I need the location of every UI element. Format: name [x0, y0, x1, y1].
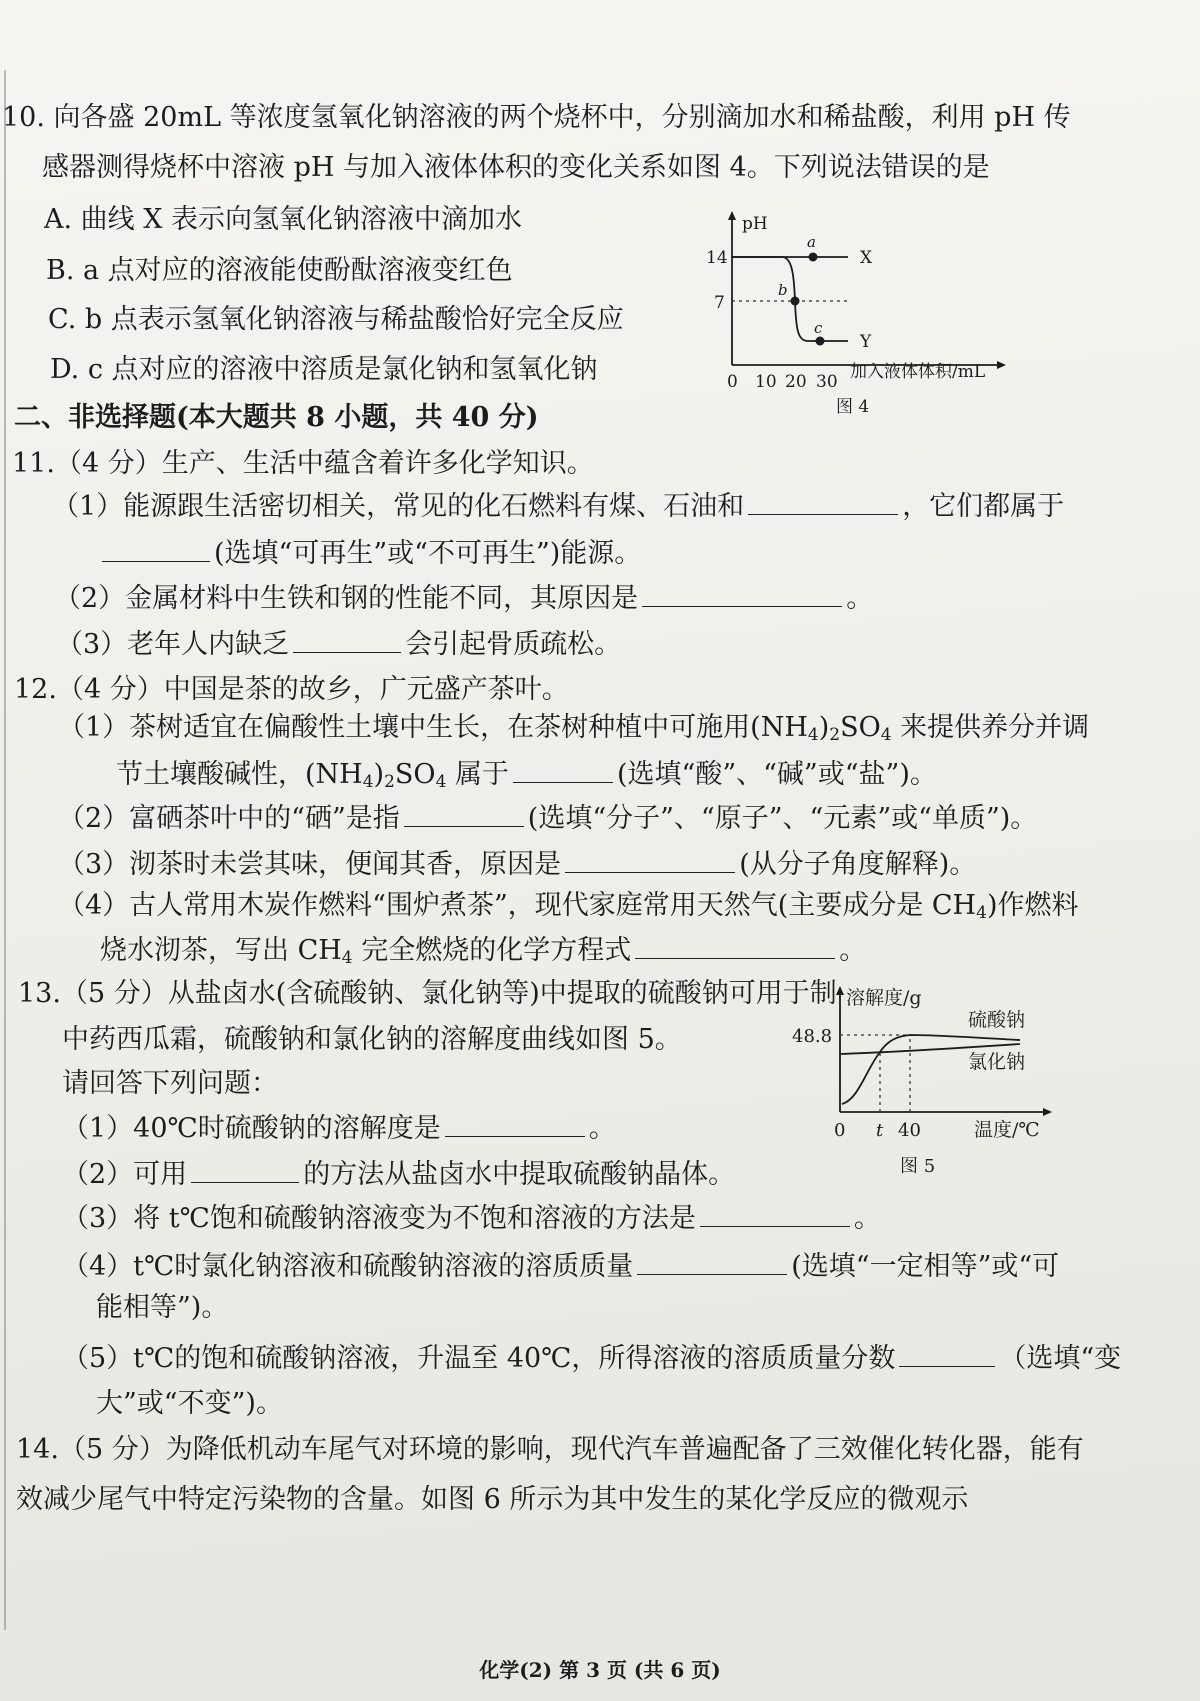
q13-part3-tail: 。: [853, 1203, 881, 1234]
q12-part4-cont-text: 烧水沏茶，写出 CH: [100, 935, 342, 966]
q12-sub-4f: 4: [341, 948, 353, 968]
q12-sub-4e: 4: [976, 903, 987, 923]
q11-part3-text: （3）老年人内缺乏: [56, 629, 290, 660]
fig4-x-arrow: [997, 361, 1006, 369]
q12-part1-tail: 来提供养分并调: [891, 712, 1090, 743]
q13-part1-text: （1）40℃时硫酸钠的溶解度是: [62, 1113, 441, 1144]
q12-part2: [58, 800, 1037, 837]
fig5-y-tick-48-8: 48.8: [792, 1026, 833, 1047]
fig4-x-label: 加入液体体积/mL: [850, 362, 986, 382]
fig5-xtick-0: 0: [834, 1120, 846, 1141]
q12-part1-cont-tail: (选填“酸”、“碱”或“盐”)。: [616, 759, 937, 790]
fig5-series-sodium-sulfate: 硫酸钠: [968, 1009, 1026, 1031]
q12-part1-text: （1）茶树适宜在偏酸性土壤中生长，在茶树种植中可施用(NH: [58, 712, 808, 743]
q12-sub-4b: 4: [880, 725, 892, 745]
figure-4-ph-graph: [700, 205, 1020, 420]
q10-option-b: B. a 点对应的溶液能使酚酞溶液变红色: [46, 255, 513, 286]
q14-stem-line2: 效减少尾气中特定污染物的含量。如图 6 所示为其中发生的某化学反应的微观示: [16, 1484, 969, 1515]
q13-blank-4[interactable]: [637, 1248, 787, 1275]
q13-part3: [62, 1200, 881, 1237]
q12-sub-2b: 2: [384, 772, 395, 792]
fig5-y-arrow: [836, 986, 844, 995]
fig4-curve-y: [732, 257, 848, 341]
q12-part3: [58, 846, 976, 883]
q13-part5-cont: 大”或“不变”)。: [96, 1388, 283, 1419]
q11-part2-tail: 。: [846, 583, 874, 614]
fig5-x-arrow: [1043, 1108, 1052, 1116]
q12-sub-4c: 4: [362, 772, 374, 792]
q14-stem-line1: 14.（5 分）为降低机动车尾气对环境的影响，现代汽车普遍配备了三效催化转化器，能有: [16, 1434, 1084, 1465]
q12-part1-cont-paren: ): [373, 759, 385, 790]
fig4-label-a: a: [807, 233, 816, 251]
fig5-y-label: 溶解度/g: [846, 987, 922, 1009]
page-edge-shadow: [4, 70, 6, 1630]
q12-part1-cont-belongs: 属于: [446, 759, 509, 790]
q13-blank-2[interactable]: [191, 1156, 299, 1183]
q12-part1-cont: [116, 756, 937, 793]
fig4-y-label: pH: [742, 214, 768, 234]
q13-part4-text: （4）t℃时氯化钠溶液和硫酸钠溶液的溶质质量: [62, 1251, 634, 1282]
q12-part1-cont-so: SO: [394, 759, 436, 790]
fig5-xtick-40: 40: [898, 1120, 921, 1141]
q13-stem-line1: 13.（5 分）从盐卤水(含硫酸钠、氯化钠等)中提取的硫酸钠可用于制: [18, 978, 837, 1009]
section-2-heading: 二、非选择题(本大题共 8 小题，共 40 分): [14, 402, 539, 433]
q12-part4-cont: [100, 932, 866, 969]
q13-stem-line2: 中药西瓜霜，硫酸钠和氯化钠的溶解度曲线如图 5。: [62, 1024, 682, 1055]
q11-part3-tail: 会引起骨质疏松。: [405, 629, 622, 660]
q12-blank-3[interactable]: [565, 846, 735, 873]
q13-part5-text: （5）t℃的饱和硫酸钠溶液，升温至 40℃，所得溶液的溶质质量分数: [62, 1343, 896, 1374]
fig4-point-a: [809, 253, 818, 262]
fig4-label-b: b: [778, 281, 788, 299]
fig4-point-c: [816, 337, 825, 346]
fig4-curve-x-label: X: [860, 248, 873, 268]
q11-part1-cont-text: (选填“可再生”或“不可再生”)能源。: [214, 538, 642, 569]
q11-blank-3[interactable]: [642, 580, 842, 607]
q12-title: 12.（4 分）中国是茶的故乡，广元盛产茶叶。: [14, 674, 569, 705]
q11-part2-text: （2）金属材料中生铁和钢的性能不同，其原因是: [54, 583, 639, 614]
q11-part3: [56, 626, 621, 663]
q13-part5: [62, 1340, 1121, 1377]
fig5-caption: 图 5: [900, 1156, 936, 1177]
q13-stem-line3: 请回答下列问题：: [62, 1068, 278, 1099]
q13-part5-tail: （选填“变: [999, 1343, 1122, 1374]
q10-option-a: A. 曲线 X 表示向氢氧化钠溶液中滴加水: [44, 204, 523, 235]
q11-blank-4[interactable]: [293, 626, 401, 653]
q13-blank-5[interactable]: [899, 1340, 995, 1367]
fig5-x-label: 温度/℃: [974, 1119, 1040, 1141]
q12-part1-so: SO: [840, 712, 881, 743]
q10-stem-line1: 10. 向各盛 20mL 等浓度氢氧化钠溶液的两个烧杯中，分别滴加水和稀盐酸，利用 pH 传: [2, 102, 1071, 133]
q12-part3-tail: (从分子角度解释)。: [739, 849, 977, 880]
q10-option-c: C. b 点表示氢氧化钠溶液与稀盐酸恰好完全反应: [48, 304, 624, 335]
q10-stem-line2: 感器测得烧杯中溶液 pH 与加入液体体积的变化关系如图 4。下列说法错误的是: [42, 152, 990, 183]
fig4-xtick-20: 20: [785, 372, 807, 392]
q12-sub-4: 4: [807, 725, 819, 745]
q12-part3-text: （3）沏茶时未尝其味，便闻其香，原因是: [58, 849, 562, 880]
q13-part1: [62, 1110, 616, 1147]
fig4-tick-14: 14: [706, 248, 728, 268]
q13-blank-3[interactable]: [700, 1200, 850, 1227]
page-footer: 化学(2) 第 3 页 (共 6 页): [479, 1658, 721, 1682]
q11-part1-text: （1）能源跟生活密切相关，常见的化石燃料有煤、石油和: [52, 491, 745, 522]
q12-sub-2: 2: [829, 725, 841, 745]
fig4-label-c: c: [814, 319, 823, 337]
q12-part1: [58, 710, 1089, 746]
q12-part2-text: （2）富硒茶叶中的“硒”是指: [58, 803, 400, 834]
q13-part4-cont: 能相等”)。: [96, 1292, 229, 1323]
figure-5-solubility-graph: [780, 980, 1070, 1180]
fig4-xtick-30: 30: [816, 372, 838, 392]
q11-title: 11.（4 分）生产、生活中蕴含着许多化学知识。: [12, 448, 594, 479]
q11-part1-tail: ，它们都属于: [902, 491, 1065, 522]
q12-part2-tail: (选填“分子”、“原子”、“元素”或“单质”)。: [527, 803, 1038, 834]
q10-option-d: D. c 点对应的溶液中溶质是氯化钠和氢氧化钠: [50, 354, 598, 385]
q12-part1-paren: ): [818, 712, 830, 743]
q12-part4: [58, 888, 1078, 924]
q11-blank-2[interactable]: [102, 535, 210, 562]
fig5-series-sodium-chloride: 氯化钠: [968, 1051, 1026, 1073]
q12-blank-2[interactable]: [404, 800, 524, 827]
q11-part2: [54, 580, 873, 617]
fig5-xtick-t: t: [876, 1120, 884, 1141]
q12-part4-text: （4）古人常用木炭作燃料“围炉煮茶”，现代家庭常用天然气(主要成分是 CH: [58, 890, 977, 921]
q11-part1-cont: [98, 535, 641, 572]
q12-part4-cont-mid: 完全燃烧的化学方程式: [352, 935, 632, 966]
q12-blank-1[interactable]: [513, 756, 613, 783]
q11-part1: [52, 488, 1064, 525]
fig4-caption: 图 4: [836, 397, 870, 417]
fig4-y-arrow: [728, 211, 736, 220]
q13-blank-1[interactable]: [445, 1110, 585, 1137]
q12-part4-cont-tail: 。: [839, 935, 867, 966]
q13-part2-tail: 的方法从盐卤水中提取硫酸钠晶体。: [303, 1159, 736, 1190]
q13-part2: [62, 1156, 735, 1193]
fig4-xtick-0: 0: [727, 372, 738, 392]
fig4-tick-7: 7: [714, 293, 725, 313]
fig4-curve-y-label: Y: [860, 332, 872, 352]
q12-blank-4[interactable]: [635, 932, 835, 959]
fig4-xtick-10: 10: [755, 372, 777, 392]
q12-sub-4d: 4: [435, 772, 447, 792]
q13-part1-tail: 。: [588, 1113, 616, 1144]
q13-part2-text: （2）可用: [62, 1159, 188, 1190]
q13-part4-tail: (选填“一定相等”或“可: [791, 1251, 1060, 1282]
q12-part1-cont-text: 节土壤酸碱性，(NH: [116, 759, 363, 790]
q11-blank-1[interactable]: [748, 488, 898, 515]
q13-part4: [62, 1248, 1059, 1285]
fig4-point-b: [791, 297, 800, 306]
q12-part4-tail: )作燃料: [986, 890, 1079, 921]
q13-part3-text: （3）将 t℃饱和硫酸钠溶液变为不饱和溶液的方法是: [62, 1203, 696, 1234]
